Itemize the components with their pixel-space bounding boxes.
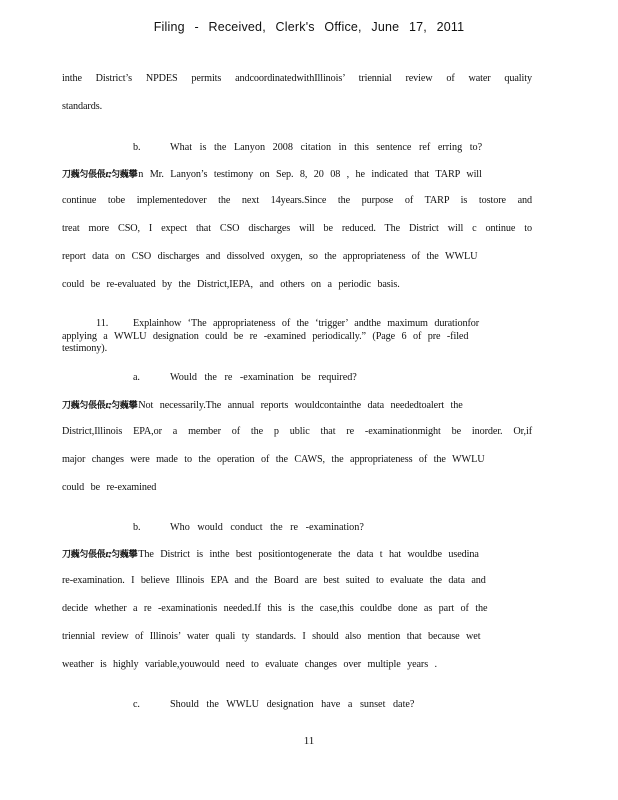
filing-header: Filing - Received, Clerk's Office, June 17, 2011 [153, 20, 465, 34]
answer-line [62, 167, 482, 180]
question-label: b. [133, 522, 141, 533]
question-text: Would the re -examination be required? [170, 372, 357, 383]
question-number: 11. [96, 318, 109, 329]
answer-marker: 刀蘶匀倀倀ⴀ匀蘶攀 [62, 401, 138, 411]
text-line: major changes were made to the operation of the CAWS, the appropriateness of the WWLU [62, 454, 485, 465]
answer-line [62, 547, 479, 560]
answer-text: The District is inthe best positiontogenerate the data t hat wouldbe usedina [138, 549, 479, 560]
answer-text: Not necessarily.The annual reports wouldcontainthe data neededtoalert the [138, 400, 463, 411]
question-text: testimony). [62, 343, 108, 354]
question-text: Who would conduct the re -examination? [170, 522, 364, 533]
text-line: standards. [62, 101, 103, 112]
text-line: weather is highly variable,youwould need to evaluate changes over multiple years . [62, 659, 437, 670]
text-line: could be re-evaluated by the District,IEPA, and others on a periodic basis. [62, 279, 400, 290]
text-line: report data on CSO discharges and dissolved oxygen, so the appropriateness of the WWLU [62, 251, 478, 262]
question-label: c. [133, 699, 140, 710]
text-line: decide whether a re -examinationis needed.If this is the case,this couldbe done as part of the [62, 603, 488, 614]
text-line: continue tobe implementedover the next 14years.Since the purpose of TARP is tostore and [62, 195, 532, 206]
question-text: What is the Lanyon 2008 citation in this sentence ref erring to? [170, 142, 483, 153]
answer-marker: 刀蘶匀倀倀ⴀ匀蘶攀 [62, 550, 138, 560]
text-line: treat more CSO, I expect that CSO discharges will be reduced. The District will c ontinue to [62, 223, 532, 234]
text-line: re-examination. I believe Illinois EPA and the Board are best suited to evaluate the data and [62, 575, 486, 586]
answer-marker: 刀蘶匀倀倀ⴀ匀蘶攀 [62, 170, 138, 180]
question-label: a. [133, 372, 140, 383]
text-line: inthe District’s NPDES permits andcoordinatedwithIllinois’ triennial review of water quality [62, 73, 532, 84]
question-text: Should the WWLU designation have a sunset date? [170, 699, 415, 710]
answer-line [62, 398, 463, 411]
answer-text: n Mr. Lanyon’s testimony on Sep. 8, 20 08 , he indicated that TARP will [138, 169, 482, 180]
text-line: triennial review of Illinois’ water quali ty standards. I should also mention that because wet [62, 631, 481, 642]
question-text: Explainhow ‘The appropriateness of the ‘trigger’ andthe maximum durationfor [133, 318, 480, 329]
question-text: applying a WWLU designation could be re -examined periodically.” (Page 6 of pre -filed [62, 331, 469, 342]
text-line: could be re-examined [62, 482, 157, 493]
page-number: 11 [303, 735, 315, 747]
text-line: District,Illinois EPA,or a member of the p ublic that re -examinationmight be inorder. Or,if [62, 426, 532, 437]
question-label: b. [133, 142, 141, 153]
